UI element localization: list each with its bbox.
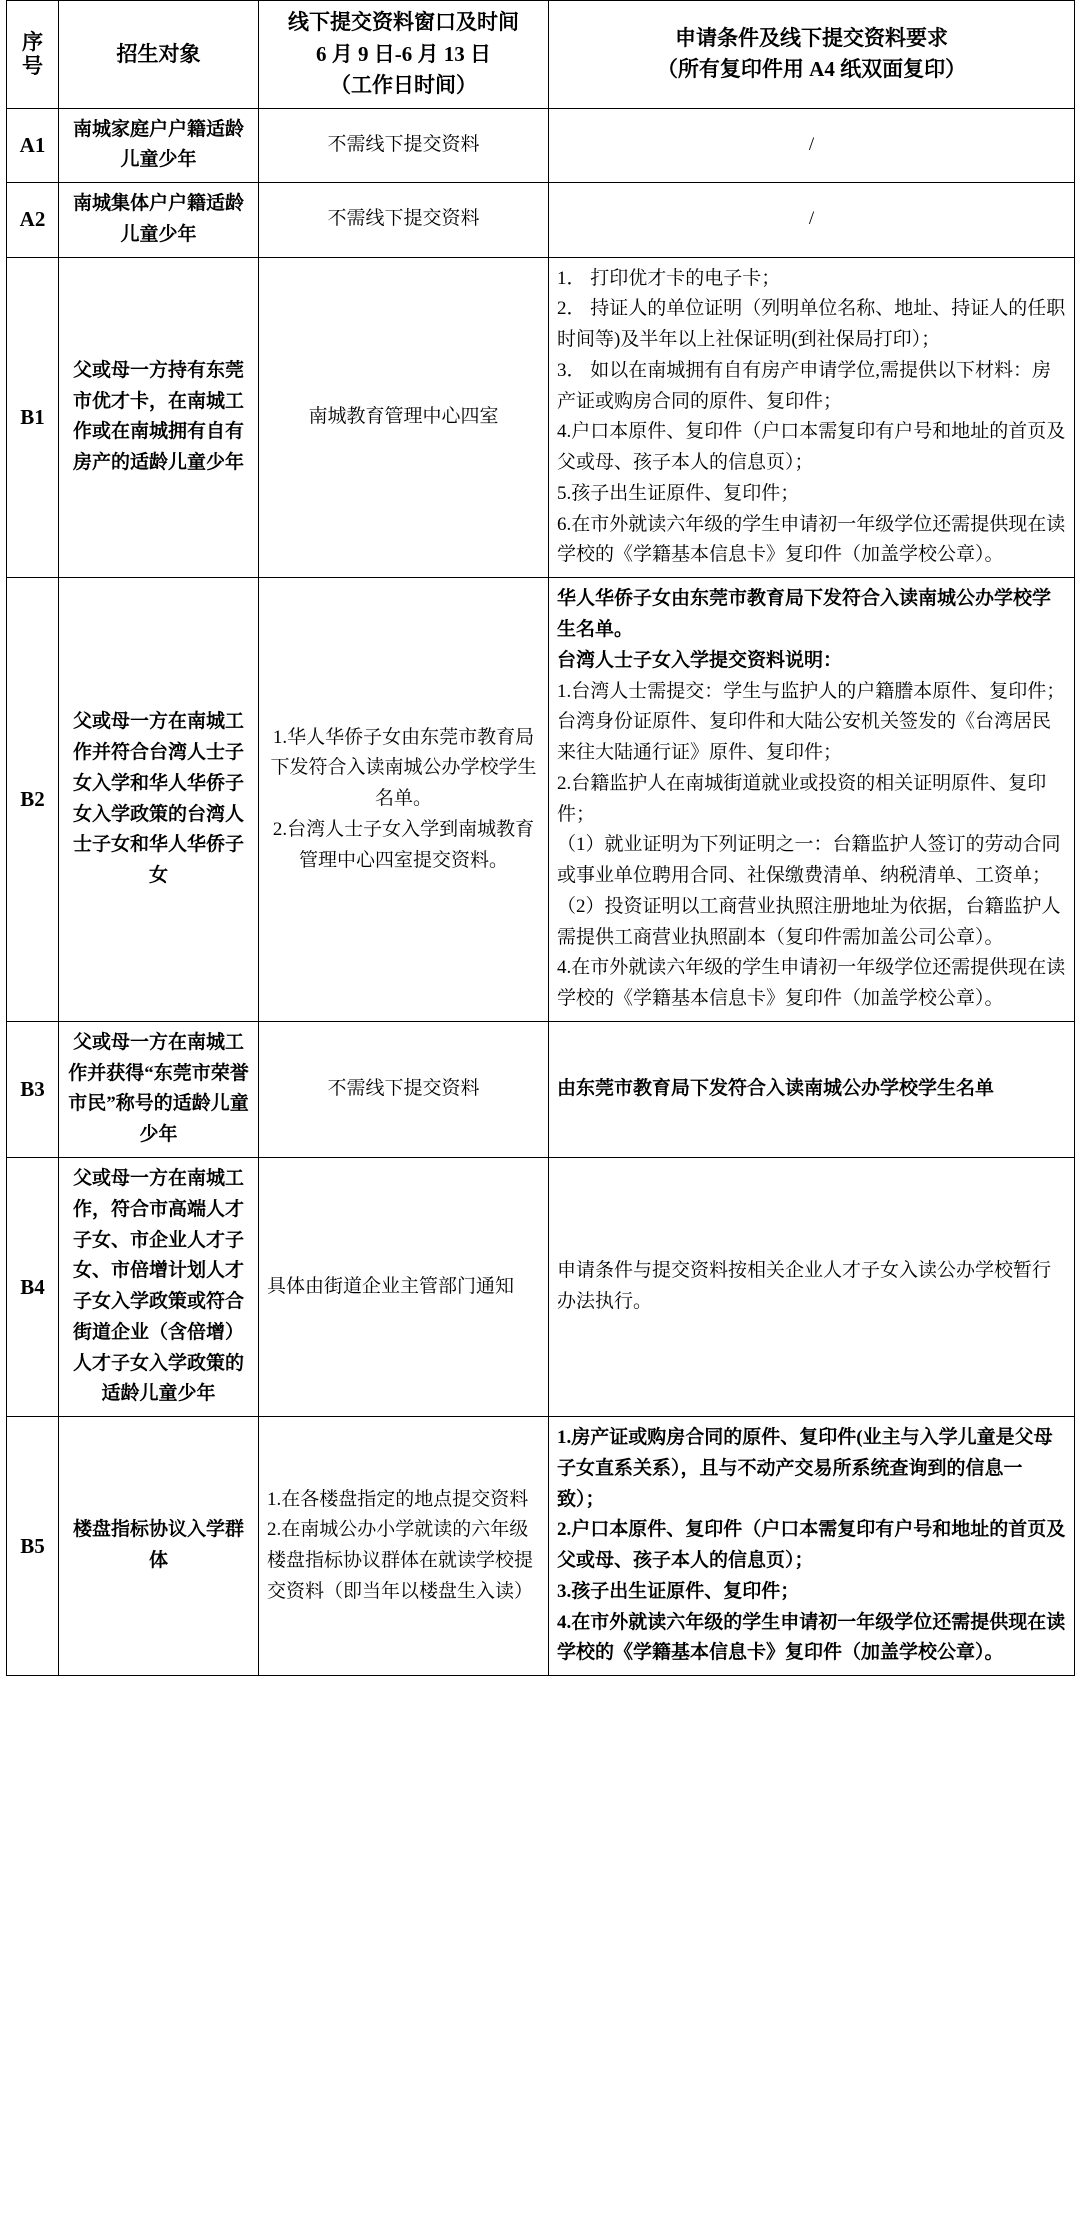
row-requirement-line: 2.户口本原件、复印件（户口本需复印有户号和地址的首页及父或母、孩子本人的信息页）； xyxy=(557,1519,1066,1572)
row-requirement-line: 1.房产证或购房合同的原件、复印件(业主与入学儿童是父母子女直系关系），且与不动产交易所系统查询到的信息一致）； xyxy=(557,1427,1053,1510)
table-row xyxy=(7,257,1075,578)
header-target: 招生对象 xyxy=(59,1,259,109)
table-header-row xyxy=(7,1,1075,109)
row-target: 父或母一方持有东莞市优才卡，在南城工作或在南城拥有自有房产的适龄儿童少年 xyxy=(59,257,259,578)
row-requirement-line: 2． 持证人的单位证明（列明单位名称、地址、持证人的任职时间等)及半年以上社保证明(到社保局打印）； xyxy=(557,298,1066,351)
header-seq xyxy=(7,1,59,109)
row-target: 南城集体户户籍适龄儿童少年 xyxy=(59,183,259,258)
row-window-line: 2.在南城公办小学就读的六年级楼盘指标协议群体在就读学校提交资料（即当年以楼盘生入读） xyxy=(267,1519,534,1602)
row-requirements xyxy=(549,1158,1075,1417)
row-requirement-line: 由东莞市教育局下发符合入读南城公办学校学生名单 xyxy=(557,1078,995,1100)
emphasis-text: 不动产交易所 xyxy=(737,1457,852,1479)
row-requirement-line: 华人华侨子女由东莞市教育局下发符合入读南城公办学校学生名单。 xyxy=(557,588,1052,640)
header-window-line3: （工作日时间） xyxy=(330,73,477,97)
header-window-line2: 6 月 9 日-6 月 13 日 xyxy=(316,41,491,66)
row-seq: B3 xyxy=(7,1021,59,1157)
row-requirement-line: 5.孩子出生证原件、复印件； xyxy=(557,482,800,504)
row-requirement-line: 4.在市外就读六年级的学生申请初一年级学位还需提供现在读学校的《学籍基本信息卡》复印件（加盖学校公章）。 xyxy=(557,957,1066,1010)
row-window: 不需线下提交资料 xyxy=(259,183,549,258)
row-window xyxy=(259,1417,549,1676)
header-requirements xyxy=(549,1,1075,109)
header-seq-line2: 号 xyxy=(22,54,43,79)
row-requirement-line: 6.在市外就读六年级的学生申请初一年级学位还需提供现在读学校的《学籍基本信息卡》复印件（加盖学校公章）。 xyxy=(557,513,1066,566)
row-requirement-line: 台湾人士子女入学提交资料说明： xyxy=(557,649,843,671)
row-requirements xyxy=(549,1417,1075,1676)
row-requirements xyxy=(549,1021,1075,1157)
row-seq: B1 xyxy=(7,257,59,578)
header-seq-line1: 序 xyxy=(22,30,43,55)
row-window xyxy=(259,578,549,1022)
admissions-table xyxy=(6,0,1075,1676)
table-row xyxy=(7,1021,1075,1157)
row-seq: B4 xyxy=(7,1158,59,1417)
table-header xyxy=(7,1,1075,109)
table-body xyxy=(7,108,1075,1676)
row-requirement-line: 申请条件与提交资料按相关企业人才子女入读公办学校暂行办法执行。 xyxy=(557,1260,1052,1313)
row-requirement-line: 4.在市外就读六年级的学生申请初一年级学位还需提供现在读学校的《学籍基本信息卡》复印件（加盖学校公章）。 xyxy=(557,1611,1066,1664)
table-row xyxy=(7,1417,1075,1676)
row-requirements xyxy=(549,578,1075,1022)
table-row xyxy=(7,108,1075,183)
row-requirement-line: （1）就业证明为下列证明之一：台籍监护人签订的劳动合同或事业单位聘用合同、社保缴费清单、纳税清单、工资单； xyxy=(557,834,1061,887)
row-target: 南城家庭户户籍适龄儿童少年 xyxy=(59,108,259,183)
row-window-line: 1.华人华侨子女由东莞市教育局下发符合入读南城公办学校学生名单。 xyxy=(270,726,537,810)
row-requirement-line: / xyxy=(808,208,815,230)
row-window: 具体由街道企业主管部门通知 xyxy=(259,1158,549,1417)
header-window xyxy=(259,1,549,109)
row-requirement-line: 4.户口本原件、复印件（户口本需复印有户号和地址的首页及父或母、孩子本人的信息页）； xyxy=(557,421,1066,474)
row-window-line: 2.台湾人士子女入学到南城教育管理中心四室提交资料。 xyxy=(272,818,535,871)
header-requirements-line2: （所有复印件用 A4 纸双面复印） xyxy=(656,57,967,82)
header-window-line1: 线下提交资料窗口及时间 xyxy=(288,10,519,34)
row-target: 父或母一方在南城工作，符合市高端人才子女、市企业人才子女、市倍增计划人才子女入学政策或符合街道企业（含倍增）人才子女入学政策的适龄儿童少年 xyxy=(59,1158,259,1417)
row-requirements xyxy=(549,257,1075,578)
row-requirement-line: 3． 如以在南城拥有自有房产申请学位,需提供以下材料：房产证或购房合同的原件、复印件； xyxy=(557,359,1052,412)
row-seq: B5 xyxy=(7,1417,59,1676)
table-row xyxy=(7,183,1075,258)
row-requirement-line: 1.台湾人士需提交：学生与监护人的户籍謄本原件、复印件；台湾身份证原件、复印件和大陆公安机关签发的《台湾居民来往大陆通行证》原件、复印件； xyxy=(557,680,1066,764)
row-window: 不需线下提交资料 xyxy=(259,108,549,183)
row-target: 父或母一方在南城工作并获得“东莞市荣誉市民”称号的适龄儿童少年 xyxy=(59,1021,259,1157)
row-window-line: 1.在各楼盘指定的地点提交资料 xyxy=(267,1488,529,1510)
row-requirement-line: 2.台籍监护人在南城街道就业或投资的相关证明原件、复印件； xyxy=(557,772,1047,825)
row-seq: A2 xyxy=(7,183,59,258)
row-window: 不需线下提交资料 xyxy=(259,1021,549,1157)
row-requirements xyxy=(549,183,1075,258)
row-window: 南城教育管理中心四室 xyxy=(259,257,549,578)
row-target: 楼盘指标协议入学群体 xyxy=(59,1417,259,1676)
row-requirements xyxy=(549,108,1075,183)
header-requirements-line1: 申请条件及线下提交资料要求 xyxy=(675,25,948,50)
row-requirement-line: 3.孩子出生证原件、复印件； xyxy=(557,1580,800,1602)
row-target: 父或母一方在南城工作并符合台湾人士子女入学和华人华侨子女入学政策的台湾人士子女和华人华侨子女 xyxy=(59,578,259,1022)
row-requirement-line: （2）投资证明以工商营业执照注册地址为依据，台籍监护人需提供工商营业执照副本（复印件需加盖公司公章）。 xyxy=(557,895,1061,948)
row-seq: A1 xyxy=(7,108,59,183)
row-requirement-line: / xyxy=(808,133,815,155)
row-seq: B2 xyxy=(7,578,59,1022)
row-requirement-line: 1． 打印优才卡的电子卡； xyxy=(557,267,781,289)
table-row xyxy=(7,1158,1075,1417)
table-row xyxy=(7,578,1075,1022)
